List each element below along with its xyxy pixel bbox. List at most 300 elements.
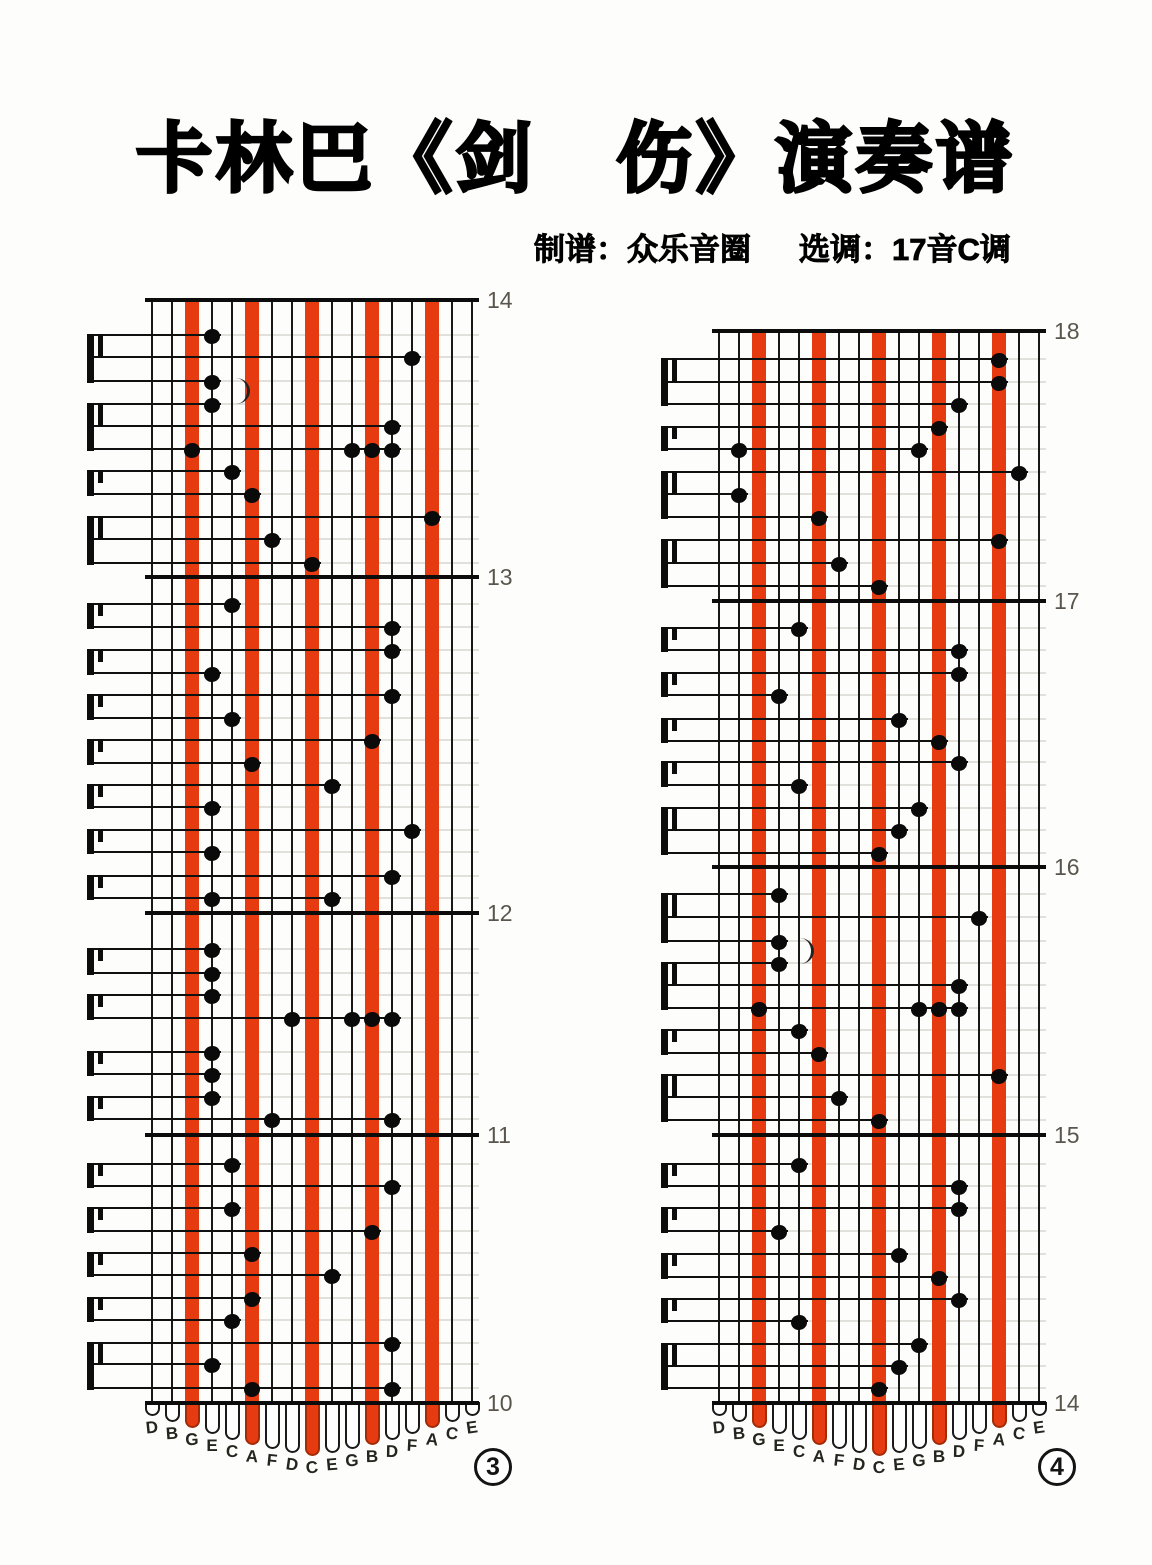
beat-line [661, 916, 988, 918]
beam-bar-inner [672, 672, 677, 685]
note-dot [204, 801, 220, 816]
beat-line [87, 1073, 221, 1075]
note-dot [364, 1225, 380, 1240]
beat-line [661, 1096, 848, 1098]
beat-line [87, 851, 221, 853]
beat-line [661, 562, 848, 564]
beam-bar-inner [98, 784, 103, 797]
note-dot [384, 443, 400, 458]
note-dot [404, 351, 420, 366]
note-dot [244, 1292, 260, 1307]
tine-letter: E [1031, 1417, 1046, 1438]
beam-bar-inner [98, 1252, 103, 1265]
tine-line [471, 300, 474, 1403]
beam-bar [661, 1207, 668, 1233]
beam-bar-inner [98, 1096, 103, 1109]
tine-cap [365, 1402, 380, 1445]
note-dot [911, 802, 927, 817]
tine-line [391, 300, 394, 1403]
note-dot [384, 689, 400, 704]
beam-bar-inner [672, 1298, 677, 1311]
measure-number: 11 [487, 1122, 511, 1148]
beam-bar-inner [98, 1342, 103, 1365]
note-dot [791, 779, 807, 794]
note-dot [771, 957, 787, 972]
tine-line [411, 300, 414, 1403]
tine-cap [205, 1402, 220, 1434]
measure-line [145, 1133, 479, 1136]
beat-line [661, 627, 808, 629]
beat-line [661, 740, 948, 742]
note-dot [224, 465, 240, 480]
beam-bar-inner [98, 739, 103, 752]
beam-bar-inner [98, 1163, 103, 1176]
note-dot [204, 329, 220, 344]
beat-line [661, 784, 808, 786]
note-dot [731, 443, 747, 458]
beat-line [87, 717, 241, 719]
beat-line [661, 807, 928, 809]
red-tine-bar [425, 300, 439, 1403]
tine-letter: C [871, 1457, 887, 1478]
beam-bar [87, 694, 94, 720]
beam-bar-inner [672, 718, 677, 731]
tine-letter: F [832, 1450, 846, 1471]
tine-letter: A [425, 1429, 439, 1450]
measure-line [712, 865, 1046, 868]
beat-line [87, 762, 261, 764]
tine-letter: B [365, 1446, 379, 1467]
beam-bar-inner [672, 1253, 677, 1266]
beam-bar-inner [672, 1029, 677, 1042]
beat-line [661, 1185, 968, 1187]
note-dot [931, 1002, 947, 1017]
beam-bar-inner [672, 426, 677, 439]
note-dot [364, 734, 380, 749]
note-dot [931, 421, 947, 436]
beam-bar-inner [98, 470, 103, 483]
tine-cap [265, 1402, 280, 1449]
beat-line [661, 1119, 888, 1121]
tine-cap [992, 1402, 1007, 1428]
note-dot [204, 943, 220, 958]
note-dot [384, 621, 400, 636]
beam-bar-inner [672, 627, 677, 640]
tine-letter: E [892, 1454, 906, 1475]
beat-line [87, 829, 421, 831]
beam-bar-inner [98, 948, 103, 961]
tine-letter: A [992, 1429, 1006, 1450]
beat-line [661, 448, 928, 450]
beat-line [661, 1298, 968, 1300]
note-dot [911, 1338, 927, 1353]
beat-line [87, 1297, 261, 1299]
beam-bar [661, 761, 668, 787]
beat-line [661, 649, 968, 651]
score-subtitle [534, 224, 1011, 269]
tine-letter: D [385, 1441, 399, 1462]
beat-line [661, 1052, 828, 1054]
note-dot [951, 1293, 967, 1308]
beat-line [661, 1163, 808, 1165]
note-dot [244, 1247, 260, 1262]
beat-line [661, 672, 968, 674]
tine-letter: E [325, 1454, 339, 1475]
beat-line [87, 948, 221, 950]
tine-letter: D [952, 1441, 966, 1462]
beat-line [661, 539, 1008, 541]
note-dot [384, 870, 400, 885]
beam-bar [661, 358, 668, 406]
note-dot [951, 398, 967, 413]
beam-bar [87, 1252, 94, 1277]
beat-line [87, 739, 381, 741]
measure-line [712, 599, 1046, 602]
measure-number: 14 [487, 287, 513, 313]
note-dot [284, 1012, 300, 1027]
beam-bar [661, 962, 668, 1010]
beat-line [87, 1342, 401, 1344]
note-dot [384, 1012, 400, 1027]
tine-cap [445, 1402, 460, 1422]
note-dot [204, 375, 220, 390]
beat-line [87, 380, 221, 382]
tine-cap [165, 1402, 180, 1422]
beat-line [661, 1029, 808, 1031]
tine-letter: B [165, 1423, 179, 1444]
note-dot [384, 1180, 400, 1195]
note-dot [891, 1248, 907, 1263]
beat-line [87, 1230, 381, 1232]
beat-line [661, 718, 908, 720]
tine-cap [1012, 1402, 1027, 1422]
note-dot [204, 892, 220, 907]
tine-letter: E [773, 1436, 785, 1455]
beat-line [87, 334, 221, 336]
note-dot [244, 757, 260, 772]
note-dot [791, 1024, 807, 1039]
beam-bar [661, 1298, 668, 1323]
beat-line [661, 962, 788, 964]
note-dot [871, 1114, 887, 1129]
page-number-badge: 3 [474, 1448, 512, 1486]
tine-letter: G [752, 1429, 766, 1450]
beat-line [87, 994, 221, 996]
beam-bar [661, 627, 668, 652]
beat-line [661, 940, 788, 942]
beat-line [661, 893, 788, 895]
note-dot [204, 398, 220, 413]
note-dot [364, 1012, 380, 1027]
note-dot [771, 888, 787, 903]
beam-bar-inner [98, 516, 103, 540]
note-dot [244, 488, 260, 503]
beam-bar-inner [672, 471, 677, 495]
beat-line [661, 1276, 948, 1278]
tine-line [271, 300, 274, 1403]
note-dot [244, 1382, 260, 1397]
tine-letter: A [245, 1446, 259, 1467]
tine-cap [305, 1402, 320, 1456]
tine-cap [872, 1402, 887, 1456]
note-dot [931, 735, 947, 750]
note-dot [951, 1002, 967, 1017]
beam-bar-inner [672, 962, 677, 986]
beam-bar [87, 948, 94, 975]
tine-line [451, 300, 454, 1403]
beam-bar [661, 1343, 668, 1390]
beat-line [87, 1163, 241, 1165]
note-dot [384, 644, 400, 659]
beat-line [661, 381, 1008, 383]
tine-letter: F [973, 1435, 985, 1456]
note-dot [204, 667, 220, 682]
beam-bar-inner [98, 875, 103, 888]
note-dot [891, 1360, 907, 1375]
beam-bar-inner [98, 994, 103, 1007]
beat-line [87, 356, 421, 358]
tine-letter: C [304, 1457, 320, 1478]
beam-bar [661, 1029, 668, 1055]
note-dot [771, 935, 787, 950]
beam-bar-inner [98, 829, 103, 842]
measure-number: 13 [487, 564, 513, 590]
note-dot [991, 353, 1007, 368]
beam-bar [87, 784, 94, 809]
beam-bar-inner [98, 1297, 103, 1310]
tine-cap [225, 1402, 240, 1440]
note-dot [991, 1069, 1007, 1084]
beam-bar-inner [672, 893, 677, 918]
tine-cap [892, 1402, 907, 1453]
note-dot [871, 1382, 887, 1397]
beat-line [87, 1207, 241, 1209]
beam-bar [661, 426, 668, 451]
note-dot [204, 967, 220, 982]
note-dot [911, 1002, 927, 1017]
note-dot [324, 892, 340, 907]
beat-line [87, 672, 221, 674]
beat-line [661, 984, 968, 986]
beat-line [661, 426, 948, 428]
beam-bar [87, 1342, 94, 1390]
note-dot [264, 1113, 280, 1128]
beat-line [661, 516, 828, 518]
note-dot [1011, 466, 1027, 481]
beam-bar [661, 1253, 668, 1279]
measure-number: 18 [1054, 318, 1080, 344]
note-dot [791, 622, 807, 637]
score-key: 选调：17音C调 [799, 232, 1011, 267]
beam-bar [661, 893, 668, 943]
tine-letter: B [732, 1423, 746, 1444]
tine-letter: D [851, 1454, 867, 1475]
beat-line [661, 852, 888, 854]
note-dot [344, 443, 360, 458]
beam-bar [87, 1051, 94, 1076]
note-dot [771, 689, 787, 704]
tine-cap [852, 1402, 867, 1453]
tine-letter: E [206, 1436, 218, 1455]
beam-bar-inner [98, 403, 103, 427]
tine-cap [832, 1402, 847, 1449]
note-dot [224, 598, 240, 613]
note-dot [324, 779, 340, 794]
note-dot [304, 557, 320, 572]
note-dot [384, 1113, 400, 1128]
note-dot [951, 1202, 967, 1217]
tine-cap [245, 1402, 260, 1445]
score-credit: 制谱：众乐音圈 [534, 232, 751, 267]
page-number-badge: 4 [1038, 1448, 1076, 1486]
beat-line [661, 403, 968, 405]
note-dot [204, 1091, 220, 1106]
note-dot [731, 488, 747, 503]
note-dot [224, 1202, 240, 1217]
beam-bar-inner [672, 1343, 677, 1367]
beam-bar [87, 1096, 94, 1121]
beat-line [661, 1365, 908, 1367]
tine-cap [772, 1402, 787, 1434]
beat-line [87, 1118, 401, 1120]
beat-line [87, 1363, 221, 1365]
tine-cap [385, 1402, 400, 1440]
note-dot [951, 979, 967, 994]
beat-line [87, 626, 401, 628]
note-dot [224, 712, 240, 727]
note-dot [951, 756, 967, 771]
tine-letter: C [1011, 1423, 1027, 1444]
beat-line [661, 471, 1028, 473]
beam-bar [661, 807, 668, 855]
note-dot [891, 713, 907, 728]
beam-bar [661, 672, 668, 697]
note-dot [424, 511, 440, 526]
measure-line [145, 575, 479, 578]
beat-line [661, 585, 888, 587]
tine-cap [952, 1402, 967, 1440]
note-dot [791, 1315, 807, 1330]
note-dot [971, 911, 987, 926]
beam-bar-inner [672, 807, 677, 831]
red-tine-bar [305, 300, 319, 1403]
beat-line [87, 603, 241, 605]
beat-line [87, 784, 341, 786]
tine-letter: D [711, 1417, 727, 1438]
tine-cap [792, 1402, 807, 1440]
note-dot [751, 1002, 767, 1017]
note-dot [204, 1358, 220, 1373]
tine-cap [425, 1402, 440, 1428]
measure-number: 16 [1054, 854, 1080, 880]
beat-line [87, 972, 221, 974]
tine-letter: D [284, 1454, 300, 1475]
tine-letter: B [932, 1446, 946, 1467]
tine-cap [812, 1402, 827, 1445]
beam-bar-inner [672, 761, 677, 774]
beat-line [87, 538, 281, 540]
tine-letter: G [344, 1450, 360, 1471]
score-title: 卡林巴《剑 伤》演奏谱 [136, 117, 1016, 202]
note-dot [931, 1271, 947, 1286]
beat-line [661, 1207, 968, 1209]
beam-bar [87, 1163, 94, 1188]
beat-line [87, 1051, 221, 1053]
note-dot [204, 1046, 220, 1061]
tine-letter: F [406, 1435, 418, 1456]
beam-bar [87, 603, 94, 629]
tine-letter: A [812, 1446, 826, 1467]
note-dot [384, 420, 400, 435]
beam-bar-inner [98, 1207, 103, 1220]
beat-line [661, 1230, 788, 1232]
beam-bar-inner [98, 603, 103, 616]
measure-number: 10 [487, 1390, 513, 1416]
measure-line [145, 298, 479, 301]
measure-line [712, 1401, 1046, 1404]
tine-cap [405, 1402, 420, 1434]
beam-bar [87, 403, 94, 451]
beam-bar [87, 470, 94, 496]
note-dot [951, 1180, 967, 1195]
tine-letter: C [792, 1441, 806, 1462]
note-dot [364, 443, 380, 458]
tine-cap [972, 1402, 987, 1434]
beat-line [87, 470, 241, 472]
beam-bar [87, 994, 94, 1020]
beat-line [661, 1387, 888, 1389]
measure-number: 17 [1054, 588, 1080, 614]
beam-bar-inner [672, 358, 677, 383]
beat-line [87, 1319, 241, 1321]
note-dot [224, 1158, 240, 1173]
beat-line [87, 516, 441, 518]
tine-line [291, 300, 294, 1403]
beat-line [661, 1343, 928, 1345]
beam-bar [87, 649, 94, 675]
note-dot [404, 824, 420, 839]
measure-line [145, 911, 479, 914]
beam-bar [87, 739, 94, 765]
beam-bar [661, 539, 668, 588]
beam-bar [661, 1163, 668, 1188]
note-dot [771, 1225, 787, 1240]
beat-line [661, 761, 968, 763]
tine-cap [932, 1402, 947, 1445]
beam-bar [87, 829, 94, 854]
beat-line [87, 806, 221, 808]
beat-line [87, 875, 401, 877]
note-dot [871, 580, 887, 595]
beat-line [661, 1074, 1008, 1076]
beam-bar [87, 516, 94, 565]
tine-letter: D [144, 1417, 160, 1438]
beat-line [87, 1252, 261, 1254]
tine-letter: F [265, 1450, 279, 1471]
beat-line [661, 1253, 908, 1255]
beat-line [87, 403, 221, 405]
note-dot [991, 534, 1007, 549]
beat-line [87, 1185, 401, 1187]
beam-bar [87, 875, 94, 900]
note-dot [264, 533, 280, 548]
tine-line [351, 300, 354, 1403]
tine-cap [752, 1402, 767, 1428]
note-dot [384, 1382, 400, 1397]
tine-letter: G [185, 1429, 199, 1450]
beam-bar [87, 334, 94, 383]
red-tine-bar [245, 300, 259, 1403]
